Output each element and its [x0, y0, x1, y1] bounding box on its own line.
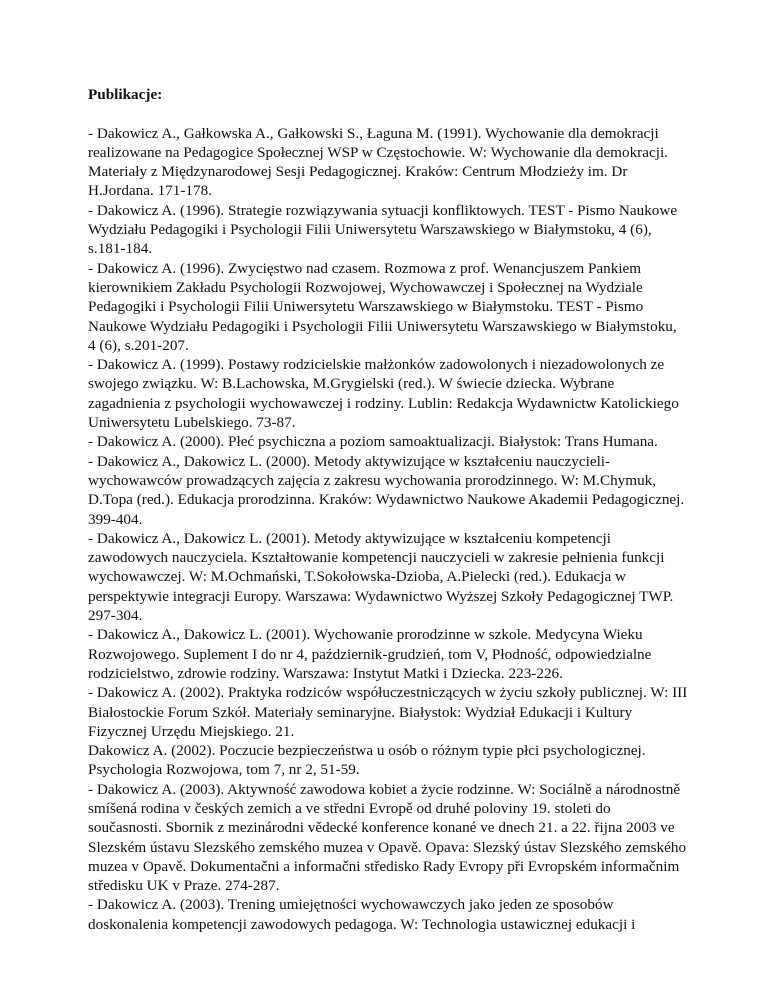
publication-entry: - Dakowicz A. (2003). Aktywność zawodowa kobiet a życie rodzinne. W: Sociálně a národnostně smíšená rodina v českých zemich a ve středni Evropě od druhé poloviny 19. stoleti do současnosti. Sbornik z mezinárodni vědecké konference konané ve dnech 21. a 22. řijna 2003 ve Slezském ústavu Slezského zemského muzea v Opavě. Opava: Slezský ústav Slezského zemského muzea v Opavě. Dokumentačni a informačni středisko Rady Evropy při Evropském informačnim středisku UK v Praze. 274-287. — [88, 780, 687, 895]
publication-entry: - Dakowicz A. (1996). Strategie rozwiązywania sytuacji konfliktowych. TEST - Pismo Naukowe Wydziału Pedagogiki i Psychologii Filii Uniwersytetu Warszawskiego w Białymstoku, 4 (6), s.181-184. — [88, 201, 678, 258]
publication-entry: - Dakowicz A. (1996). Zwycięstwo nad czasem. Rozmowa z prof. Wenancjuszem Pankiem kierownikiem Zakładu Psychologii Rozwojowej, Wychowawczej i Społecznej na Wydziale Pedagogiki i Psychologii Filii Uniwersytetu Warszawskiego w Białymstoku. TEST - Pismo Naukowe Wydziału Pedagogiki i Psychologii Filii Uniwersytetu Warszawskiego w Białymstoku, 4 (6), s.201-207. — [88, 259, 677, 354]
publication-entry: - Dakowicz A., Dakowicz L. (2001). Metody aktywizujące w kształceniu kompetencji zawodowych nauczyciela. Kształtowanie kompetencji nauczycieli w zakresie pełnienia funkcji wychowawczej. W: M.Ochmański, T.Sokołowska-Dzioba, A.Pielecki (red.). Edukacja w perspektywie integracji Europy. Warszawa: Wydawnictwo Wyższej Szkoły Pedagogicznej TWP. 297-304. — [88, 529, 674, 625]
document-page — [88, 85, 688, 934]
publication-entry: - Dakowicz A. (2003). Trening umiejętności wychowawczych jako jeden ze sposobów doskonalenia kompetencji zawodowych pedagoga. W: Technologia ustawicznej edukacji i — [88, 896, 636, 933]
publication-entry: Dakowicz A. (2002). Poczucie bezpieczeństwa u osób o różnym typie płci psychologicznej. Psychologia Rozwojowa, tom 7, nr 2, 51-59. — [88, 742, 646, 779]
publication-entry: - Dakowicz A. (2000). Płeć psychiczna a poziom samoaktualizacji. Białystok: Trans Humana. — [88, 433, 658, 451]
publication-entry: - Dakowicz A., Dakowicz L. (2001). Wychowanie prorodzinne w szkole. Medycyna Wieku Rozwojowego. Suplement I do nr 4, październik-grudzień, tom V, Płodność, odpowiedzialne rodzicielstwo, zdrowie rodziny. Warszawa: Instytut Matki i Dziecka. 223-226. — [88, 626, 652, 682]
section-heading: Publikacje: — [88, 86, 163, 103]
publication-entry: - Dakowicz A., Dakowicz L. (2000). Metody aktywizujące w kształceniu nauczycieli-wychowawców prowadzących zajęcia z zakresu wychowania prorodzinnego. W: M.Chymuk, D.Topa (red.). Edukacja prorodzinna. Kraków: Wydawnictwo Naukowe Akademii Pedagogicznej. 399-404. — [88, 452, 685, 528]
publication-entry: - Dakowicz A., Gałkowska A., Gałkowski S., Łaguna M. (1991). Wychowanie dla demokracji realizowane na Pedagogice Społecznej WSP w Częstochowie. W: Wychowanie dla demokracji. Materiały z Międzynarodowej Sesji Pedagogicznej. Kraków: Centrum Młodzieży im. Dr H.Jordana. 171-178. — [88, 124, 668, 200]
publication-entry: - Dakowicz A. (1999). Postawy rodzicielskie małżonków zadowolonych i niezadowolonych ze swojego związku. W: B.Lachowska, M.Grygielski (red.). W świecie dziecka. Wybrane zagadnienia z psychologii wychowawczej i rodziny. Lublin: Redakcja Wydawnictw Katolickiego Uniwersytetu Lubelskiego. 73-87. — [88, 356, 679, 432]
publication-entry: - Dakowicz A. (2002). Praktyka rodziców współuczestniczących w życiu szkoły publicznej. W: III Białostockie Forum Szkół. Materiały seminaryjne. Białystok: Wydział Edukacji i Kultury Fizycznej Urzędu Miejskiego. 21. — [88, 684, 688, 740]
